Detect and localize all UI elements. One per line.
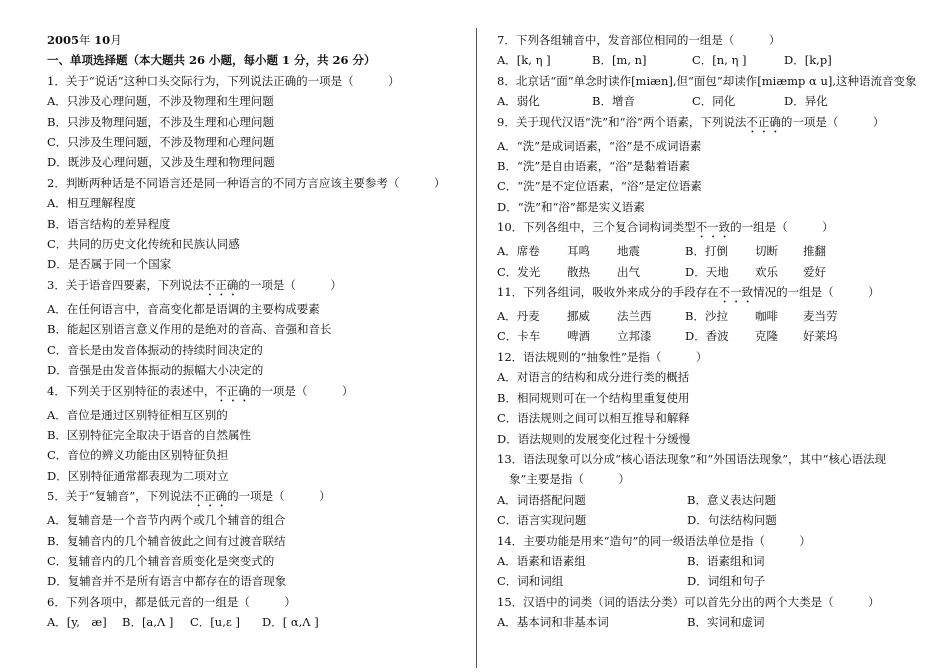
question-stem: 1．关于“说话”这种口头交际行为，下列说法正确的一项是（ ） [47,73,400,88]
option-row [47,612,452,632]
option: B．语素组和词 [687,553,765,568]
option-row [497,306,927,326]
option: D．复辅音并不是所有语言中都存在的语音现象 [47,574,287,589]
option: A．对语言的结构和成分进行类的概括 [497,370,690,385]
option: B．[a,Λ ] [122,615,174,630]
option: A．音位是通过区别特征相互区别的 [47,407,228,422]
right-column [497,30,927,633]
option: B．增音 [592,94,635,109]
option-row [497,571,927,591]
question-stem: 10．下列各组中，三个复合词构词类型不一致的一组是（ ） [497,220,834,235]
option: B．语言结构的差异程度 [47,216,171,231]
option: D．[k,p] [784,53,832,68]
question-stem: 4．下列关于区别特征的表述中，不正确的一项是（ ） [47,383,354,398]
section-title: 一、单项选择题（本大题共 26 小题，每小题 1 分，共 26 分） [47,53,376,68]
option: A．只涉及心理问题，不涉及物理和生理问题 [47,94,274,109]
option: D．词组和句子 [687,574,766,589]
option: B．区别特征完全取决于语音的自然属性 [47,427,251,442]
option-word: 爱好 [803,264,826,279]
option-word: 麦当劳 [803,309,838,324]
emphasis-text: 不正确 [215,383,250,398]
option: C．同化 [692,94,736,109]
option: C．只涉及生理问题，不涉及物理和心理问题 [47,135,275,150]
question-stem: 5．关于“复辅音”，下列说法不正确的一项是（ ） [47,489,331,504]
option: C．共同的历史文化传统和民族认同感 [47,237,240,252]
option: A．语素和语素组 [497,553,586,568]
option-row [497,50,927,70]
option-word: 啤酒 [567,329,590,344]
option: D．语法规则的发展变化过程十分缓慢 [497,431,691,446]
question-stem: 15．汉语中的词类（词的语法分类）可以首先分出的两个大类是（ ） [497,594,880,609]
option-word: A．丹麦 [497,309,540,324]
option: A．词语搭配问题 [497,492,586,507]
option: A．[y, æ] [47,615,107,630]
question-stem: 6．下列各项中，都是低元音的一组是（ ） [47,594,296,609]
question-stem: 9．关于现代汉语“洗”和“浴”两个语素，下列说法不正确的一项是（ ） [497,114,885,129]
emphasis-text: 不一致 [695,220,731,235]
option: D．区别特征通常都表现为二项对立 [47,468,229,483]
option: B．[m, n] [592,53,647,68]
column-divider [476,28,477,668]
emphasis-text: 不一致 [718,285,754,300]
option-row [497,490,927,510]
emphasis-text: 不正确 [746,114,781,129]
option: B．复辅音内的几个辅音彼此之间有过渡音联结 [47,533,286,548]
option-word: 挪威 [567,309,590,324]
option-word: C．卡车 [497,329,541,344]
option: B．能起区别语言意义作用的是绝对的音高、音强和音长 [47,322,332,337]
option-row [497,91,927,111]
option: A．相互理解程度 [47,196,136,211]
question-stem: 11．下列各组词，吸收外来成分的手段存在不一致情况的一组是（ ） [497,285,880,300]
option-word: B．打倒 [685,244,728,259]
option-word: 地震 [617,244,640,259]
option-word: 立邦漆 [617,329,652,344]
question-stem: 14．主要功能是用来“造句”的同一级语法单位是指（ ） [497,533,811,548]
option: A．在任何语言中，音高变化都是语调的主要构成要素 [47,301,320,316]
question-stem: 2．判断两种话是不同语言还是同一种语言的不同方言应该主要参考（ ） [47,175,446,190]
option-word: 耳鸣 [567,244,590,259]
option-row [497,262,927,282]
option: A．弱化 [497,94,540,109]
option: C．语法规则之间可以相互推导和解释 [497,411,690,426]
option-word: 咖啡 [755,309,778,324]
option-word: 法兰西 [617,309,652,324]
option: A．复辅音是一个音节内两个或几个辅音的组合 [47,513,286,528]
emphasis-text: 不正确 [203,277,239,292]
option: D．句法结构问题 [687,513,777,528]
option-word: D．香波 [685,329,729,344]
option-word: A．席卷 [497,244,540,259]
option: B．意义表达问题 [687,492,776,507]
option-row [497,551,927,571]
option-word: 好莱坞 [803,329,838,344]
option: C．“洗”是不定位语素，“浴”是定位语素 [497,179,702,194]
option: B．只涉及物理问题，不涉及生理和心理问题 [47,114,274,129]
option-word: 欢乐 [755,264,778,279]
option-row [497,612,927,632]
option-word: 出气 [617,264,640,279]
option: D．是否属于同一个国家 [47,257,172,272]
option-row [497,241,927,261]
question-stem: 13．语法现象可以分成“核心语法现象”和“外国语法现象”，其中“核心语法现 [497,451,887,466]
option: A．“洗”是成词语素，“浴”是不成词语素 [497,138,702,153]
option: C．语言实现问题 [497,513,587,528]
option-word: 切断 [755,244,778,259]
option: A．基本词和非基本词 [497,615,609,630]
option-word: D．天地 [685,264,729,279]
option: D．“洗”和“浴”都是实义语素 [497,199,645,214]
question-stem: 7．下列各组辅音中，发音部位相同的一组是（ ） [497,33,781,47]
option-word: B．沙拉 [685,309,728,324]
question-stem: 12．语法规则的“抽象性”是指（ ） [497,349,708,364]
option: B．实词和虚词 [687,615,765,630]
option: C．[u,ε ] [190,615,240,630]
option: D．既涉及心理问题，又涉及生理和物理问题 [47,155,275,170]
option-word: 散热 [567,264,590,279]
option-row [497,510,927,530]
option: C．词和词组 [497,574,564,589]
exam-date: 2005年 10月 [47,33,122,47]
left-column [47,30,452,633]
option: A．[k, η ] [497,53,551,68]
option: C．音位的辨义功能由区别特征负担 [47,448,229,463]
option: D．音强是由发音体振动的振幅大小决定的 [47,363,264,378]
option: D．[ α,Λ ] [262,615,319,630]
option: C．音长是由发音体振动的持续时间决定的 [47,342,263,357]
question-stem: 8．北京话“面”单念时读作[miæn],但“面包”却读作[miæmp α u],这种语流音变象 [497,73,917,88]
option: D．异化 [784,94,828,109]
option: B．“洗”是自由语素，“浴”是黏着语素 [497,159,690,174]
emphasis-text: 不正确 [192,489,228,504]
question-stem-continued: 象”主要是指（ ） [509,472,630,487]
option-row [497,326,927,346]
option-word: 克隆 [755,329,778,344]
option: C．复辅音内的几个辅音音质变化是突变式的 [47,553,275,568]
option: B．相同规则可在一个结构里重复使用 [497,390,690,405]
option-word: C．发光 [497,264,541,279]
option: C．[n, η ] [692,53,747,68]
option-word: 推翻 [803,244,826,259]
question-stem: 3．关于语音四要素，下列说法不正确的一项是（ ） [47,277,342,292]
